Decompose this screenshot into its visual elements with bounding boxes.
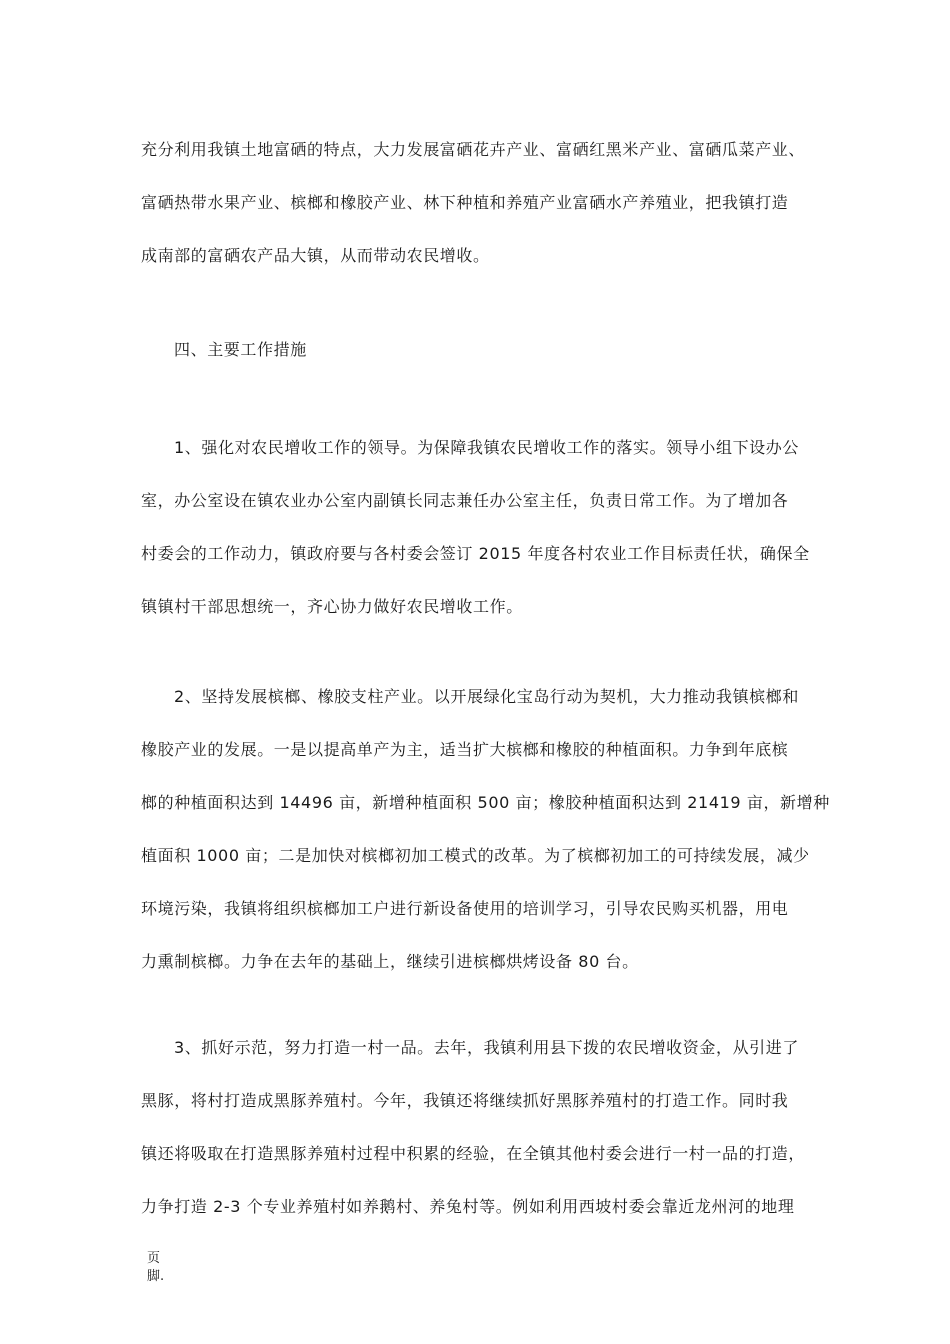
paragraph-line: 1、强化对农民增收工作的领导。为保障我镇农民增收工作的落实。领导小组下设办公 xyxy=(174,438,799,457)
paragraph-line: 力争打造 2-3 个专业养殖村如养鹅村、养兔村等。例如利用西坡村委会靠近龙州河的地理 xyxy=(141,1197,795,1216)
paragraph-line: 榔的种植面积达到 14496 亩，新增种植面积 500 亩；橡胶种植面积达到 21419 亩，新增种 xyxy=(141,793,830,812)
paragraph-line: 力熏制槟榔。力争在去年的基础上，继续引进槟榔烘烤设备 80 台。 xyxy=(141,952,639,971)
paragraph-line: 村委会的工作动力，镇政府要与各村委会签订 2015 年度各村农业工作目标责任状，确保全 xyxy=(141,544,810,563)
paragraph-line: 橡胶产业的发展。一是以提高单产为主，适当扩大槟榔和橡胶的种植面积。力争到年底槟 xyxy=(141,740,789,759)
paragraph-line: 富硒热带水果产业、槟榔和橡胶产业、林下种植和养殖产业富硒水产养殖业，把我镇打造 xyxy=(141,193,789,212)
intro-paragraph xyxy=(141,139,821,298)
paragraph-line: 植面积 1000 亩；二是加快对槟榔初加工模式的改革。为了槟榔初加工的可持续发展，减少 xyxy=(141,846,810,865)
paragraph-line: 成南部的富硒农产品大镇，从而带动农民增收。 xyxy=(141,246,490,265)
paragraph-line: 2、坚持发展槟榔、橡胶支柱产业。以开展绿化宝岛行动为契机，大力推动我镇槟榔和 xyxy=(174,687,799,706)
paragraph-line: 黑豚，将村打造成黑豚养殖村。今年，我镇还将继续抓好黑豚养殖村的打造工作。同时我 xyxy=(141,1091,789,1110)
section-heading: 四、主要工作措施 xyxy=(174,340,307,359)
page-footer xyxy=(147,1250,177,1286)
footer-line: 脚. xyxy=(147,1269,165,1284)
paragraph-line: 镇还将吸取在打造黑豚养殖村过程中积累的经验，在全镇其他村委会进行一村一品的打造， xyxy=(141,1144,806,1163)
paragraph-line: 充分利用我镇土地富硒的特点，大力发展富硒花卉产业、富硒红黑米产业、富硒瓜菜产业、 xyxy=(141,140,806,159)
paragraph-line: 室，办公室设在镇农业办公室内副镇长同志兼任办公室主任，负责日常工作。为了增加各 xyxy=(141,491,789,510)
paragraph-line: 环境污染，我镇将组织槟榔加工户进行新设备使用的培训学习，引导农民购买机器，用电 xyxy=(141,899,789,918)
measure-2-paragraph xyxy=(141,686,830,1004)
paragraph-line: 3、抓好示范，努力打造一村一品。去年，我镇利用县下拨的农民增收资金，从引进了 xyxy=(174,1038,799,1057)
paragraph-line: 镇镇村干部思想统一，齐心协力做好农民增收工作。 xyxy=(141,597,523,616)
footer-line: 页 xyxy=(147,1251,161,1266)
measure-3-paragraph xyxy=(141,1037,821,1249)
measure-1-paragraph xyxy=(141,437,821,649)
